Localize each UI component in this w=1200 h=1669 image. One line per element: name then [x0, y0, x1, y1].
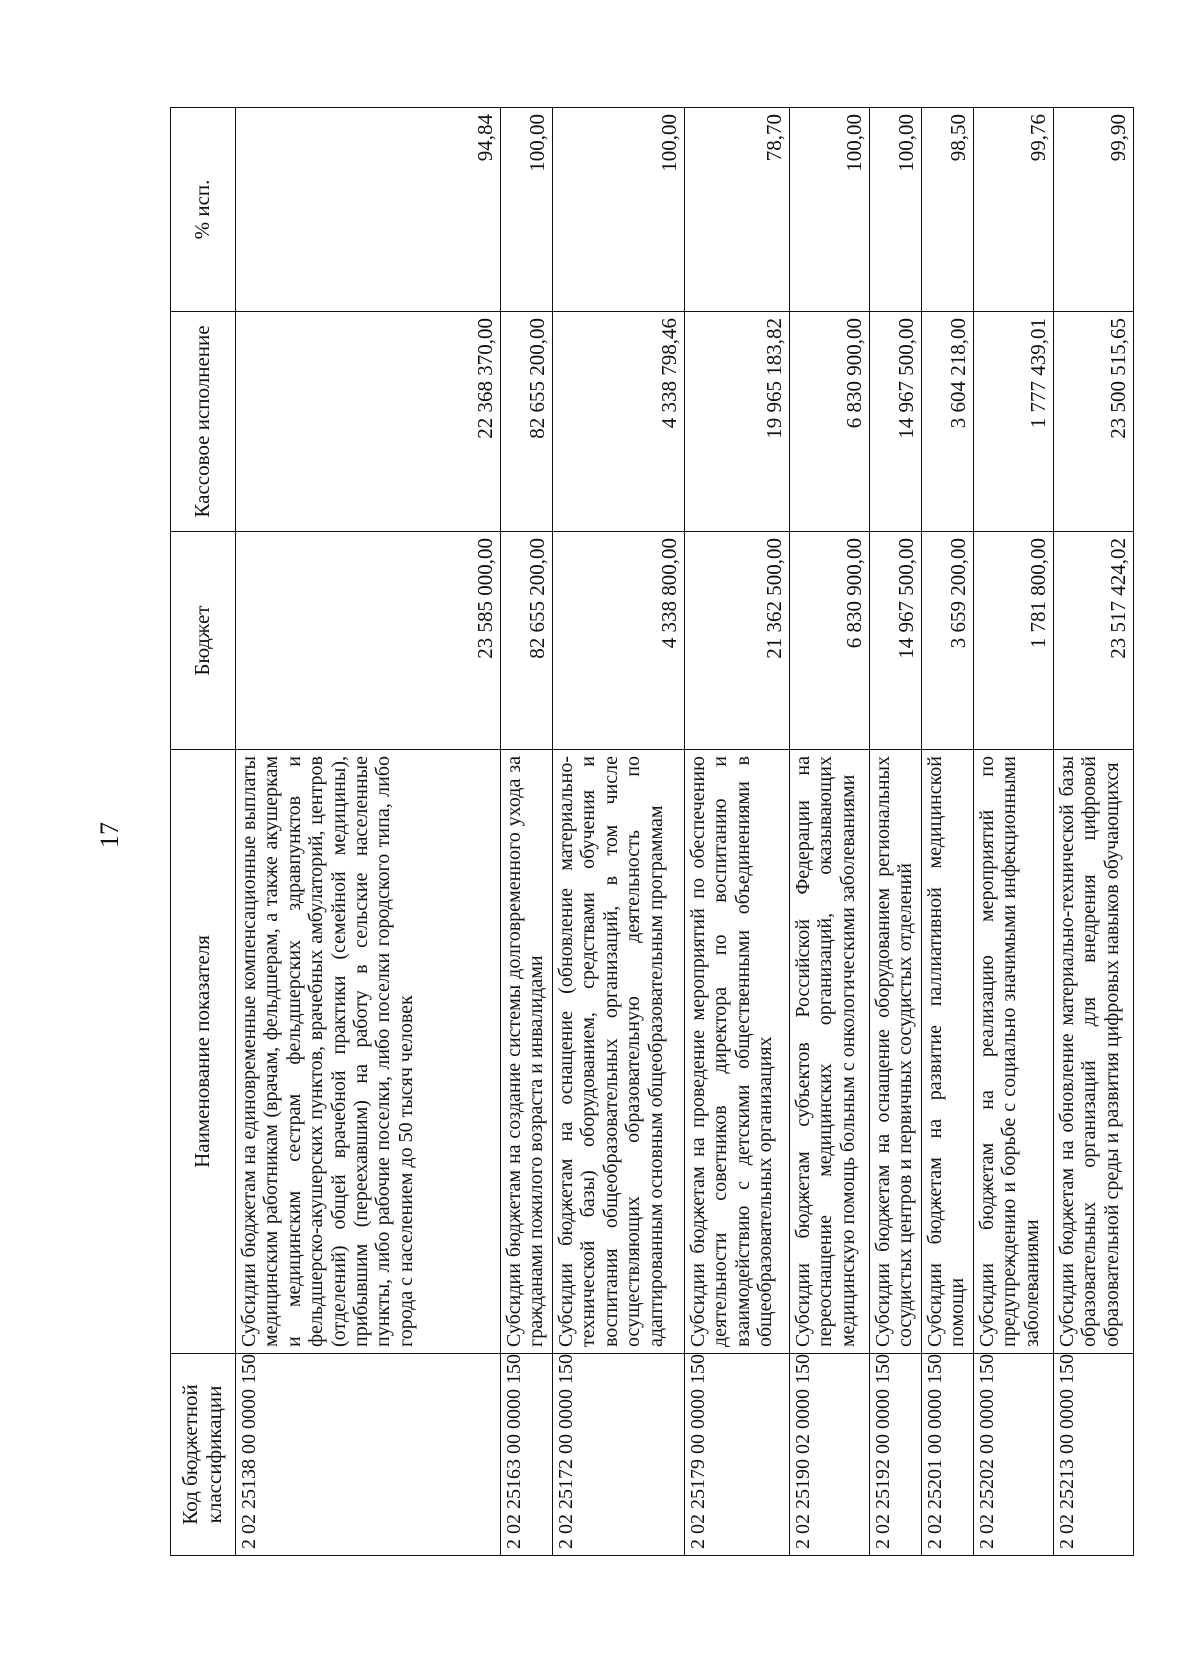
page-number: 17	[95, 822, 124, 848]
row-budget: 14 967 500,00	[870, 532, 922, 750]
row-name: Субсидии бюджетам субъектов Российской Федерации на переоснащение медицинских организаций, оказывающих медицинскую помощь больным с онкологическими заболеваниями	[790, 750, 870, 1354]
table-row	[501, 108, 553, 1556]
row-code: 2 02 25213 00 0000 150	[1054, 1354, 1134, 1556]
header-name: Наименование показателя	[171, 750, 236, 1354]
row-name: Субсидии бюджетам на развитие паллиативной медицинской помощи	[922, 750, 974, 1354]
budget-table	[170, 107, 1134, 1556]
header-budget: Бюджет	[171, 532, 236, 750]
row-code: 2 02 25192 00 0000 150	[870, 1354, 922, 1556]
row-percent: 100,00	[790, 108, 870, 312]
row-percent: 98,50	[922, 108, 974, 312]
row-name: Субсидии бюджетам на реализацию мероприятий по предупреждению и борьбе с социально значимыми инфекционными заболеваниями	[974, 750, 1054, 1354]
row-budget: 82 655 200,00	[501, 532, 553, 750]
row-execution: 14 967 500,00	[870, 312, 922, 532]
header-percent: % исп.	[171, 108, 236, 312]
row-execution: 1 777 439,01	[974, 312, 1054, 532]
row-code: 2 02 25172 00 0000 150	[553, 1354, 685, 1556]
table-row	[870, 108, 922, 1556]
table-row	[790, 108, 870, 1556]
row-name: Субсидии бюджетам на обновление материально-технической базы образовательных организаций для внедрения цифровой образовательной среды и развития цифровых навыков обучающихся	[1054, 750, 1134, 1354]
table-row	[553, 108, 685, 1556]
row-percent: 78,70	[685, 108, 790, 312]
row-budget: 1 781 800,00	[974, 532, 1054, 750]
header-row	[171, 108, 236, 1556]
row-code: 2 02 25138 00 0000 150	[236, 1354, 501, 1556]
row-execution: 82 655 200,00	[501, 312, 553, 532]
row-percent: 99,76	[974, 108, 1054, 312]
table-row	[236, 108, 501, 1556]
row-percent: 99,90	[1054, 108, 1134, 312]
row-execution: 22 368 370,00	[236, 312, 501, 532]
row-execution: 19 965 183,82	[685, 312, 790, 532]
table-row	[922, 108, 974, 1556]
table-container	[170, 108, 1131, 1556]
row-name: Субсидии бюджетам на проведение мероприятий по обеспечению деятельности советников директора по воспитанию и взаимодействию с детскими общественными объединениями в общеобразовательных организациях	[685, 750, 790, 1354]
row-budget: 23 517 424,02	[1054, 532, 1134, 750]
row-code: 2 02 25179 00 0000 150	[685, 1354, 790, 1556]
row-name: Субсидии бюджетам на оснащение (обновление материально-технической базы) оборудованием, средствами обучения и воспитания общеобразовательных организаций, в том числе осуществляющих образовательную деятельность по адаптированным основным общеобразовательным программам	[553, 750, 685, 1354]
row-code: 2 02 25202 00 0000 150	[974, 1354, 1054, 1556]
row-code: 2 02 25163 00 0000 150	[501, 1354, 553, 1556]
table-row	[685, 108, 790, 1556]
row-budget: 3 659 200,00	[922, 532, 974, 750]
header-code: Код бюджетной классификации	[171, 1354, 236, 1556]
row-percent: 100,00	[870, 108, 922, 312]
row-execution: 6 830 900,00	[790, 312, 870, 532]
row-budget: 23 585 000,00	[236, 532, 501, 750]
row-execution: 3 604 218,00	[922, 312, 974, 532]
row-execution: 23 500 515,65	[1054, 312, 1134, 532]
table-row	[974, 108, 1054, 1556]
row-percent: 100,00	[501, 108, 553, 312]
row-code: 2 02 25190 02 0000 150	[790, 1354, 870, 1556]
row-name: Субсидии бюджетам на оснащение оборудованием региональных сосудистых центров и первичных сосудистых отделений	[870, 750, 922, 1354]
row-code: 2 02 25201 00 0000 150	[922, 1354, 974, 1556]
table-row	[1054, 108, 1134, 1556]
row-name: Субсидии бюджетам на создание системы долговременного ухода за гражданами пожилого возраста и инвалидами	[501, 750, 553, 1354]
row-execution: 4 338 798,46	[553, 312, 685, 532]
row-name: Субсидии бюджетам на единовременные компенсационные выплаты медицинским работникам (врачам, фельдшерам, а также акушеркам и медицинским сестрам фельдшерских здравпунктов и фельдшерско-акушерских пунктов, врачебных амбулаторий, центров (отделений) общей врачебной практики (семейной медицины), прибывшим (переехавшим) на работу в сельские населенные пункты, либо рабочие поселки, либо поселки городского типа, либо города с населением до 50 тысяч человек	[236, 750, 501, 1354]
row-budget: 6 830 900,00	[790, 532, 870, 750]
row-budget: 21 362 500,00	[685, 532, 790, 750]
row-budget: 4 338 800,00	[553, 532, 685, 750]
row-percent: 94,84	[236, 108, 501, 312]
header-execution: Кассовое исполнение	[171, 312, 236, 532]
row-percent: 100,00	[553, 108, 685, 312]
